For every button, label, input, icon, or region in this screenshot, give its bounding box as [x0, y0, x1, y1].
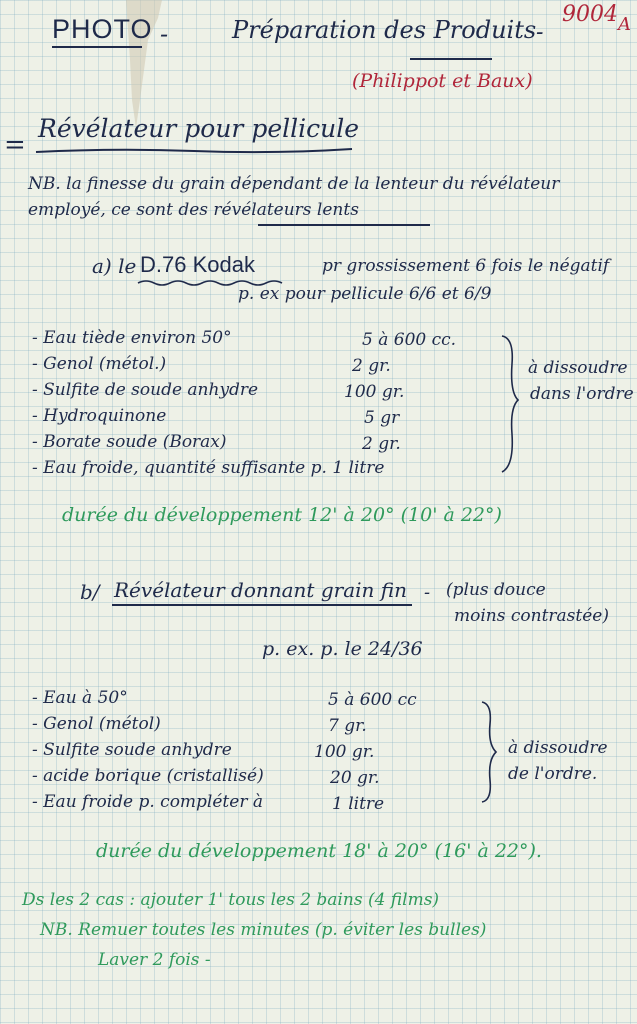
recipe-a-brace [498, 334, 522, 474]
recipe-b-label: b/ [80, 580, 100, 604]
recipe-a-amount-3: 100 gr. [344, 382, 405, 402]
note-line-2: employé, ce sont des révélateurs lents [28, 200, 359, 220]
recipe-b-name-underline [112, 604, 412, 606]
recipe-b-amount-3: 100 gr. [314, 742, 375, 762]
recipe-a-ingredient-3: - Sulfite de soude anhydre [32, 380, 259, 400]
recipe-b-ingredient-3: - Sulfite soude anhydre [32, 740, 232, 760]
recipe-a-amount-1: 5 à 600 cc. [362, 330, 457, 350]
title-underline [410, 58, 492, 60]
note-line-1: NB. la finesse du grain dépendant de la lenteur du révélateur [28, 174, 560, 194]
recipe-b-aside-1: (plus douce [446, 580, 546, 600]
recipe-b-brace [478, 700, 500, 804]
recipe-b-side-note-2: de l'ordre. [508, 764, 598, 784]
authors-note: (Philippot et Baux) [352, 70, 533, 92]
recipe-b-dash: - [424, 582, 431, 603]
recipe-b-side-note-1: à dissoudre [508, 738, 608, 758]
footer-line-1: Ds les 2 cas : ajouter 1' tous les 2 bains (4 films) [22, 890, 440, 910]
recipe-a-ingredient-4: - Hydroquinone [32, 406, 167, 426]
recipe-b-amount-2: 7 gr. [328, 716, 367, 736]
section-heading-underline [34, 146, 354, 156]
subject-heading: PHOTO [52, 14, 153, 44]
recipe-a-amount-4: 5 gr [364, 408, 400, 428]
recipe-a-side-note-2: dans l'ordre [530, 384, 634, 404]
section-marker: = [4, 130, 26, 160]
recipe-b-amount-5: 1 litre [332, 794, 385, 814]
recipe-a-label: a) le [92, 254, 137, 278]
section-heading: Révélateur pour pellicule [38, 114, 360, 143]
page-title: Préparation des Produits [232, 16, 537, 44]
recipe-a-amount-2: 2 gr. [352, 356, 391, 376]
reference-letter: A [618, 14, 631, 35]
recipe-a-name: D.76 Kodak [140, 252, 255, 277]
footer-line-2: NB. Remuer toutes les minutes (p. éviter les bulles) [40, 920, 487, 940]
recipe-a-duration: durée du développement 12' à 20° (10' à 22°) [62, 504, 502, 526]
recipe-b-ingredient-1: - Eau à 50° [32, 688, 128, 708]
recipe-a-description-1: pr grossissement 6 fois le négatif [322, 256, 610, 276]
subject-underline [52, 46, 142, 48]
recipe-b-amount-1: 5 à 600 cc [328, 690, 417, 710]
footer-line-3: Laver 2 fois - [98, 950, 211, 970]
recipe-b-duration: durée du développement 18' à 20° (16' à 22°). [96, 840, 542, 862]
recipe-a-description-2: p. ex pour pellicule 6/6 et 6/9 [238, 284, 492, 304]
note-underline [258, 224, 430, 226]
recipe-b-aside-2: moins contrastée) [454, 606, 609, 626]
recipe-a-amount-5: 2 gr. [362, 434, 401, 454]
recipe-b-ingredient-4: - acide borique (cristallisé) [32, 766, 264, 786]
recipe-a-ingredient-2: - Genol (métol.) [32, 354, 167, 374]
recipe-b-name: Révélateur donnant grain fin [114, 578, 407, 602]
recipe-a-side-note-1: à dissoudre [528, 358, 628, 378]
recipe-b-amount-4: 20 gr. [330, 768, 380, 788]
recipe-a-ingredient-6: - Eau froide, quantité suffisante p. 1 litre [32, 458, 385, 478]
subject-dash: - [160, 20, 169, 48]
recipe-b-ingredient-5: - Eau froide p. compléter à [32, 792, 263, 812]
page-title-dash: - [536, 20, 544, 45]
recipe-b-ingredient-2: - Genol (métol) [32, 714, 161, 734]
recipe-a-ingredient-5: - Borate soude (Borax) [32, 432, 227, 452]
recipe-b-format: p. ex. p. le 24/36 [262, 638, 423, 660]
recipe-a-ingredient-1: - Eau tiède environ 50° [32, 328, 232, 348]
reference-number: 9004 [562, 2, 618, 27]
